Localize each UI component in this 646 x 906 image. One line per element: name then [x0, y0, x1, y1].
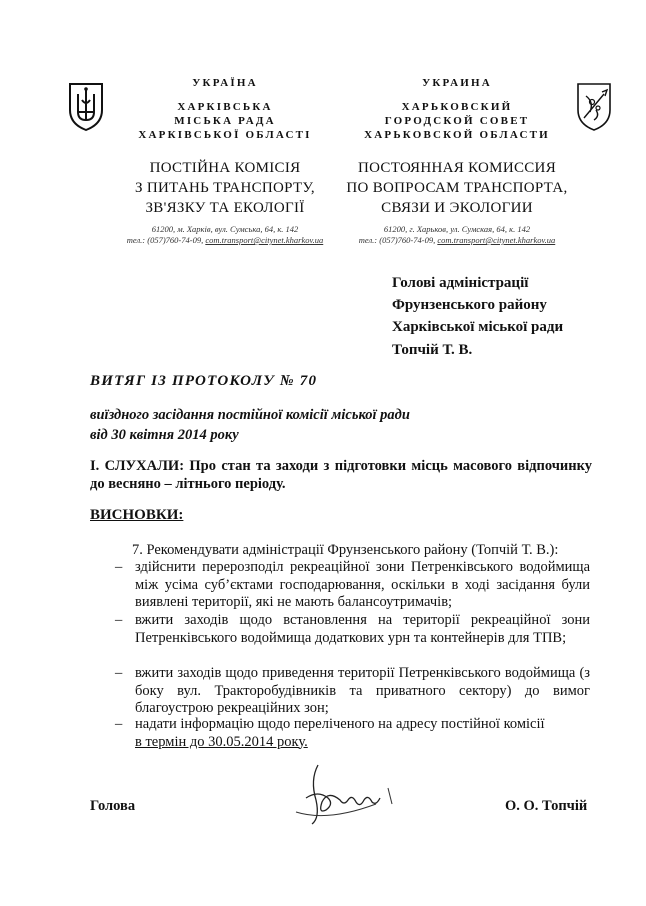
right-commission-line-3: СВЯЗИ И ЭКОЛОГИИ	[381, 200, 533, 216]
right-contacts	[352, 224, 562, 246]
left-commission-line-1: ПОСТІЙНА КОМІСІЯ	[149, 160, 301, 176]
right-phone: тел.: (057)760-74-09,	[358, 235, 438, 245]
conclusions-label: ВИСНОВКИ:	[90, 507, 184, 523]
addressee-line-3: Харківської міської ради	[392, 319, 564, 335]
heard-text: Про стан та заходи з підготовки місць масового відпочинку до весняно – літнього періоду.	[90, 458, 592, 492]
left-commission-line-3: ЗВ'ЯЗКУ ТА ЕКОЛОГІЇ	[145, 200, 305, 216]
bullet-1-text: здійснити перерозподіл рекреаційної зони Петренківського водоймища між усіма суб’єктами господарювання, оскільки в ході засідання були виявлені території, які не мають балансоутримачів;	[135, 559, 590, 610]
bullet-dash: –	[115, 716, 123, 732]
addressee-name: Топчій Т. В.	[392, 342, 473, 358]
signature-position: Голова	[90, 798, 136, 814]
bullet-dash: –	[115, 612, 123, 628]
item-intro: Рекомендувати адміністрації Фрунзенського району (Топчій Т. В.):	[146, 542, 559, 558]
left-email-link[interactable]: com.transport@citynet.kharkov.ua	[205, 235, 324, 245]
right-council-line-1: ХАРЬКОВСКИЙ	[401, 101, 513, 113]
bullet-dash: –	[115, 559, 123, 575]
right-header	[352, 76, 562, 142]
subtitle-line-1: виїздного засідання постійної комісії міської ради	[90, 407, 410, 423]
left-council-line-3: ХАРКІВСЬКОЇ ОБЛАСТІ	[138, 129, 312, 141]
right-commission-line-2: ПО ВОПРОСАМ ТРАНСПОРТА,	[346, 180, 568, 196]
addressee-line-1: Голові адміністрації	[392, 275, 529, 291]
left-commission-line-2: З ПИТАНЬ ТРАНСПОРТУ,	[135, 180, 315, 196]
right-address: 61200, г. Харьков, ул. Сумская, 64, к. 142	[383, 224, 531, 234]
left-council-line-2: МІСЬКА РАДА	[174, 115, 276, 127]
right-commission	[346, 158, 568, 218]
bullet-2	[115, 612, 590, 647]
ukraine-emblem-icon	[66, 80, 106, 132]
signature-name: О. О. Топчій	[505, 798, 588, 814]
subtitle-line-2: від 30 квітня 2014 року	[90, 427, 239, 443]
document-title: ВИТЯГ ІЗ ПРОТОКОЛУ № 70	[90, 373, 318, 389]
addressee-block	[392, 272, 632, 338]
right-phone-line	[352, 235, 562, 246]
left-phone-line	[120, 235, 330, 246]
heard-section	[90, 457, 592, 493]
left-address: 61200, м. Харків, вул. Сумська, 64, к. 142	[151, 224, 299, 234]
right-email-link[interactable]: com.transport@citynet.kharkov.ua	[437, 235, 556, 245]
bullet-2-text: вжити заходів щодо встановлення на території рекреаційної зони Петренківського водоймища додаткових урн та контейнерів для ТПВ;	[135, 612, 590, 646]
left-commission	[120, 158, 330, 218]
right-council-line-2: ГОРОДСКОЙ СОВЕТ	[384, 115, 530, 127]
conclusion-item	[132, 541, 558, 559]
left-phone: тел.: (057)760-74-09,	[126, 235, 206, 245]
right-council-line-3: ХАРЬКОВСКОЙ ОБЛАСТИ	[364, 129, 550, 141]
item-number: 7.	[132, 542, 143, 558]
bullet-1	[115, 559, 590, 612]
handwritten-signature-icon	[288, 760, 408, 830]
left-header	[120, 76, 330, 142]
heard-label: І. СЛУХАЛИ:	[90, 458, 185, 474]
bullet-3-text: вжити заходів щодо приведення території Петренківського водоймища (з боку вул. Тракторобудівників та приватного сектору) до вимог благоустрою рекреаційних зон;	[135, 665, 590, 716]
right-commission-line-1: ПОСТОЯННАЯ КОМИССИЯ	[357, 160, 556, 176]
bullet-4-text: надати інформацію щодо переліченого на адресу постійної комісії	[135, 716, 545, 732]
kharkiv-coat-of-arms-icon	[574, 80, 614, 132]
bullet-3	[115, 665, 590, 718]
bullet-4	[115, 716, 590, 751]
left-council-line-1: ХАРКІВСЬКА	[177, 101, 273, 113]
addressee-line-2: Фрунзенського району	[392, 297, 547, 313]
left-country: УКРАЇНА	[192, 77, 258, 89]
deadline-text: в термін до 30.05.2014 року.	[135, 733, 308, 750]
left-contacts	[120, 224, 330, 246]
document-subtitle	[90, 405, 410, 445]
bullet-dash: –	[115, 665, 123, 681]
right-country: УКРАИНА	[422, 77, 492, 89]
